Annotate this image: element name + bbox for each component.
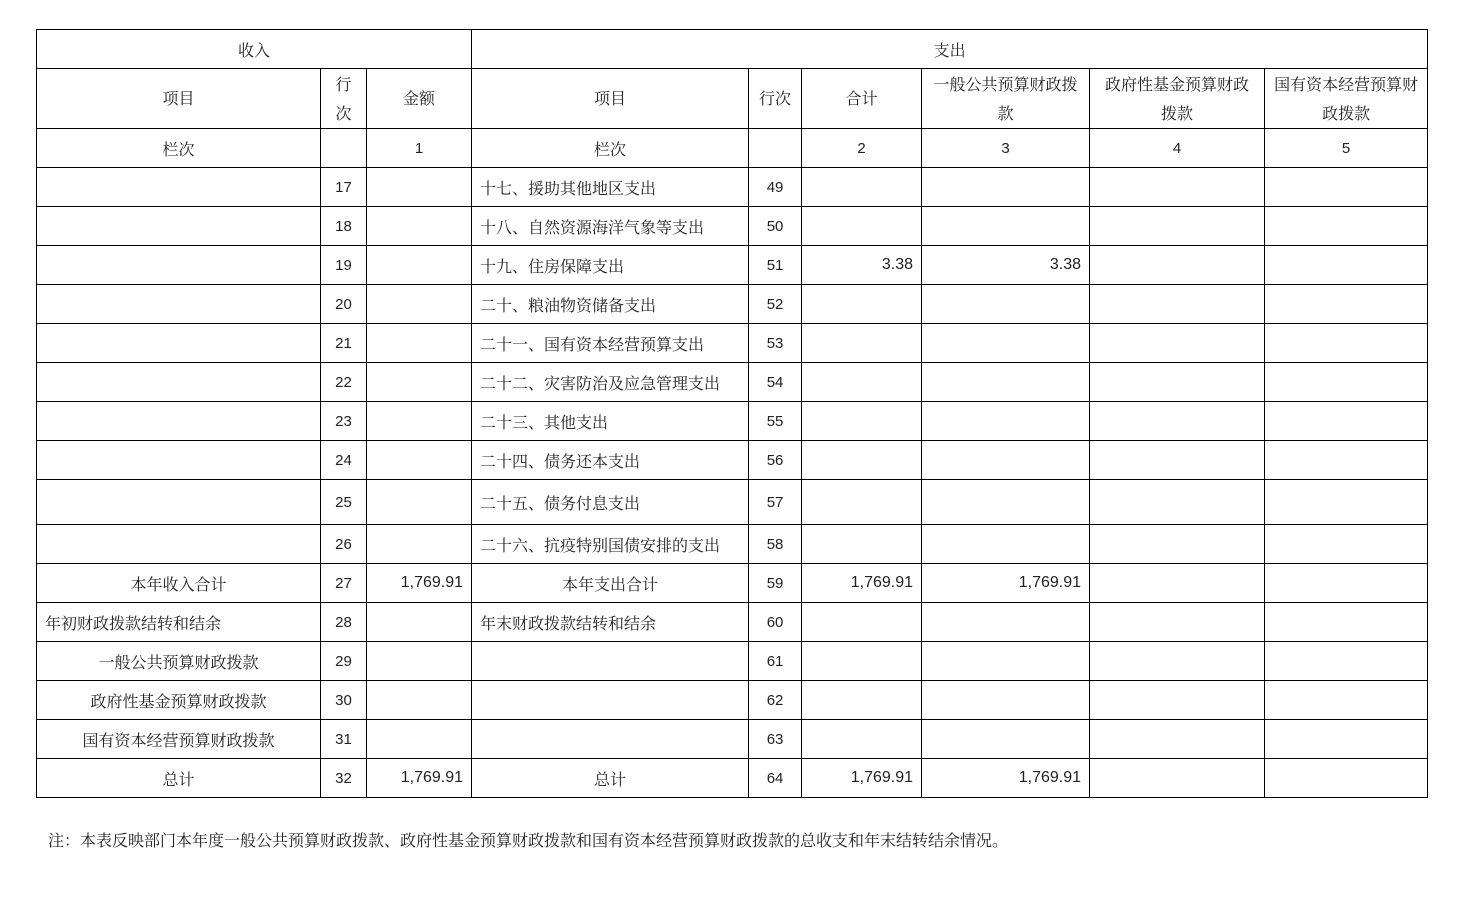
income-item-cell: [37, 363, 321, 402]
expense-line-cell: 52: [749, 285, 802, 324]
column-header-row: [37, 69, 1428, 129]
expense-item-cell: 年末财政拨款结转和结余: [472, 603, 749, 642]
fund-budget-cell: [1090, 603, 1265, 642]
income-line-cell: 28: [321, 603, 367, 642]
table-row: [37, 285, 1428, 324]
fund-budget-cell: [1090, 363, 1265, 402]
income-amount-cell: 1,769.91: [367, 759, 472, 798]
expense-item-cell: 二十六、抗疫特别国债安排的支出: [472, 525, 749, 564]
expense-item-cell: 二十三、其他支出: [472, 402, 749, 441]
income-item-cell: [37, 285, 321, 324]
expense-item-cell: 十七、援助其他地区支出: [472, 168, 749, 207]
table-row: [37, 603, 1428, 642]
income-amount-cell: [367, 324, 472, 363]
expense-total-cell: [802, 642, 922, 681]
general-budget-cell: [922, 168, 1090, 207]
income-line-cell: 25: [321, 480, 367, 525]
income-amount-cell: [367, 603, 472, 642]
income-line-cell: 30: [321, 681, 367, 720]
column-number-1: 1: [367, 129, 472, 168]
income-item-cell: 一般公共预算财政拨款: [37, 642, 321, 681]
income-amount-cell: [367, 207, 472, 246]
fund-budget-cell: [1090, 681, 1265, 720]
expense-line-cell: 56: [749, 441, 802, 480]
expense-line-cell: 57: [749, 480, 802, 525]
fund-budget-cell: [1090, 324, 1265, 363]
state-capital-cell: [1265, 246, 1428, 285]
table-row: [37, 759, 1428, 798]
income-line-cell: 20: [321, 285, 367, 324]
table-footnote: 注：本表反映部门本年度一般公共预算财政拨款、政府性基金预算财政拨款和国有资本经营预算财政拨款的总收支和年末结转结余情况。: [48, 831, 1009, 850]
expense-item-cell: 二十二、灾害防治及应急管理支出: [472, 363, 749, 402]
fund-budget-cell: [1090, 402, 1265, 441]
expense-line-cell: 58: [749, 525, 802, 564]
income-amount-header: 金额: [367, 69, 472, 129]
general-budget-cell: [922, 324, 1090, 363]
expense-line-header: 行次: [749, 69, 802, 129]
income-amount-cell: [367, 525, 472, 564]
income-amount-cell: [367, 402, 472, 441]
expense-item-cell: 十八、自然资源海洋气象等支出: [472, 207, 749, 246]
state-capital-budget-header: 国有资本经营预算财政拨款: [1265, 69, 1428, 129]
income-item-cell: 年初财政拨款结转和结余: [37, 603, 321, 642]
fund-budget-cell: [1090, 168, 1265, 207]
expense-item-cell: 二十五、债务付息支出: [472, 480, 749, 525]
general-budget-cell: [922, 720, 1090, 759]
income-line-cell: 27: [321, 564, 367, 603]
table-row: [37, 168, 1428, 207]
expense-line-cell: 64: [749, 759, 802, 798]
income-line-cell: 21: [321, 324, 367, 363]
general-budget-cell: 3.38: [922, 246, 1090, 285]
fund-budget-cell: [1090, 441, 1265, 480]
expense-item-cell: 总计: [472, 759, 749, 798]
income-line-cell: 31: [321, 720, 367, 759]
general-budget-cell: [922, 480, 1090, 525]
income-item-cell: [37, 480, 321, 525]
expense-item-cell: [472, 642, 749, 681]
state-capital-cell: [1265, 207, 1428, 246]
state-capital-cell: [1265, 285, 1428, 324]
income-amount-cell: [367, 441, 472, 480]
column-number-label-left: 栏次: [37, 129, 321, 168]
state-capital-cell: [1265, 720, 1428, 759]
table-row: [37, 246, 1428, 285]
fund-budget-cell: [1090, 525, 1265, 564]
column-number-4: 4: [1090, 129, 1265, 168]
table-row: [37, 363, 1428, 402]
expense-item-cell: 二十四、债务还本支出: [472, 441, 749, 480]
expense-total-header: 合计: [802, 69, 922, 129]
fund-budget-cell: [1090, 564, 1265, 603]
column-number-5: 5: [1265, 129, 1428, 168]
expense-line-cell: 50: [749, 207, 802, 246]
state-capital-cell: [1265, 603, 1428, 642]
expense-item-cell: 二十、粮油物资储备支出: [472, 285, 749, 324]
income-item-cell: 政府性基金预算财政拨款: [37, 681, 321, 720]
expense-item-cell: [472, 681, 749, 720]
income-line-cell: 32: [321, 759, 367, 798]
income-amount-cell: [367, 681, 472, 720]
expense-item-header: 项目: [472, 69, 749, 129]
expense-line-cell: 59: [749, 564, 802, 603]
expense-line-cell: 53: [749, 324, 802, 363]
income-amount-cell: [367, 363, 472, 402]
column-number-label-right: 栏次: [472, 129, 749, 168]
expense-total-cell: [802, 480, 922, 525]
state-capital-cell: [1265, 642, 1428, 681]
expense-item-cell: 本年支出合计: [472, 564, 749, 603]
column-number-2: 2: [802, 129, 922, 168]
expense-total-cell: [802, 681, 922, 720]
table-row: [37, 480, 1428, 525]
income-item-cell: [37, 324, 321, 363]
income-amount-cell: [367, 168, 472, 207]
fiscal-appropriation-table: [36, 29, 1428, 798]
income-item-cell: [37, 402, 321, 441]
table-row: [37, 681, 1428, 720]
fund-budget-cell: [1090, 246, 1265, 285]
table-row: [37, 720, 1428, 759]
state-capital-cell: [1265, 324, 1428, 363]
income-item-cell: [37, 246, 321, 285]
general-budget-cell: [922, 207, 1090, 246]
expense-item-cell: 十九、住房保障支出: [472, 246, 749, 285]
income-amount-cell: [367, 246, 472, 285]
income-item-cell: 国有资本经营预算财政拨款: [37, 720, 321, 759]
state-capital-cell: [1265, 363, 1428, 402]
table-row: [37, 441, 1428, 480]
expense-line-cell: 49: [749, 168, 802, 207]
income-line-cell: 17: [321, 168, 367, 207]
expense-line-cell: 62: [749, 681, 802, 720]
income-line-cell: 19: [321, 246, 367, 285]
income-line-header: 行次: [321, 69, 367, 129]
expense-line-cell: 51: [749, 246, 802, 285]
general-budget-cell: [922, 681, 1090, 720]
expense-item-cell: 二十一、国有资本经营预算支出: [472, 324, 749, 363]
expense-total-cell: [802, 168, 922, 207]
general-budget-cell: [922, 603, 1090, 642]
income-line-cell: 26: [321, 525, 367, 564]
expense-total-cell: 1,769.91: [802, 564, 922, 603]
income-line-cell: 29: [321, 642, 367, 681]
income-item-cell: 本年收入合计: [37, 564, 321, 603]
expense-total-cell: [802, 402, 922, 441]
state-capital-cell: [1265, 759, 1428, 798]
expense-total-cell: [802, 525, 922, 564]
income-amount-cell: [367, 720, 472, 759]
income-amount-cell: [367, 285, 472, 324]
general-budget-cell: [922, 642, 1090, 681]
general-budget-header: 一般公共预算财政拨款: [922, 69, 1090, 129]
income-item-header: 项目: [37, 69, 321, 129]
section-header-row: [37, 30, 1428, 69]
fund-budget-cell: [1090, 285, 1265, 324]
expense-item-cell: [472, 720, 749, 759]
income-line-cell: 24: [321, 441, 367, 480]
income-line-cell: 23: [321, 402, 367, 441]
income-item-cell: 总计: [37, 759, 321, 798]
expense-line-cell: 63: [749, 720, 802, 759]
expense-total-cell: 1,769.91: [802, 759, 922, 798]
fund-budget-header: 政府性基金预算财政拨款: [1090, 69, 1265, 129]
column-number-blank: [749, 129, 802, 168]
table-row: [37, 324, 1428, 363]
income-amount-cell: [367, 642, 472, 681]
general-budget-cell: [922, 285, 1090, 324]
expense-total-cell: 3.38: [802, 246, 922, 285]
column-number-blank: [321, 129, 367, 168]
income-section-header: 收入: [37, 30, 472, 69]
table-row: [37, 402, 1428, 441]
state-capital-cell: [1265, 525, 1428, 564]
general-budget-cell: [922, 363, 1090, 402]
income-item-cell: [37, 441, 321, 480]
general-budget-cell: 1,769.91: [922, 564, 1090, 603]
fund-budget-cell: [1090, 642, 1265, 681]
expense-total-cell: [802, 324, 922, 363]
state-capital-cell: [1265, 402, 1428, 441]
income-line-cell: 22: [321, 363, 367, 402]
fund-budget-cell: [1090, 759, 1265, 798]
state-capital-cell: [1265, 441, 1428, 480]
table-row: [37, 525, 1428, 564]
income-amount-cell: [367, 480, 472, 525]
income-item-cell: [37, 525, 321, 564]
expense-total-cell: [802, 285, 922, 324]
table-row: [37, 207, 1428, 246]
expense-total-cell: [802, 720, 922, 759]
expense-line-cell: 60: [749, 603, 802, 642]
expense-total-cell: [802, 441, 922, 480]
general-budget-cell: 1,769.91: [922, 759, 1090, 798]
expense-total-cell: [802, 207, 922, 246]
general-budget-cell: [922, 441, 1090, 480]
state-capital-cell: [1265, 681, 1428, 720]
income-amount-cell: 1,769.91: [367, 564, 472, 603]
expense-total-cell: [802, 603, 922, 642]
table-row: [37, 642, 1428, 681]
column-number-3: 3: [922, 129, 1090, 168]
income-line-cell: 18: [321, 207, 367, 246]
income-item-cell: [37, 207, 321, 246]
state-capital-cell: [1265, 564, 1428, 603]
expense-line-cell: 55: [749, 402, 802, 441]
fund-budget-cell: [1090, 207, 1265, 246]
fund-budget-cell: [1090, 480, 1265, 525]
general-budget-cell: [922, 525, 1090, 564]
expense-line-cell: 61: [749, 642, 802, 681]
table-row: [37, 564, 1428, 603]
fund-budget-cell: [1090, 720, 1265, 759]
general-budget-cell: [922, 402, 1090, 441]
expense-total-cell: [802, 363, 922, 402]
state-capital-cell: [1265, 480, 1428, 525]
column-number-row: [37, 129, 1428, 168]
income-item-cell: [37, 168, 321, 207]
expense-line-cell: 54: [749, 363, 802, 402]
state-capital-cell: [1265, 168, 1428, 207]
expense-section-header: 支出: [472, 30, 1428, 69]
